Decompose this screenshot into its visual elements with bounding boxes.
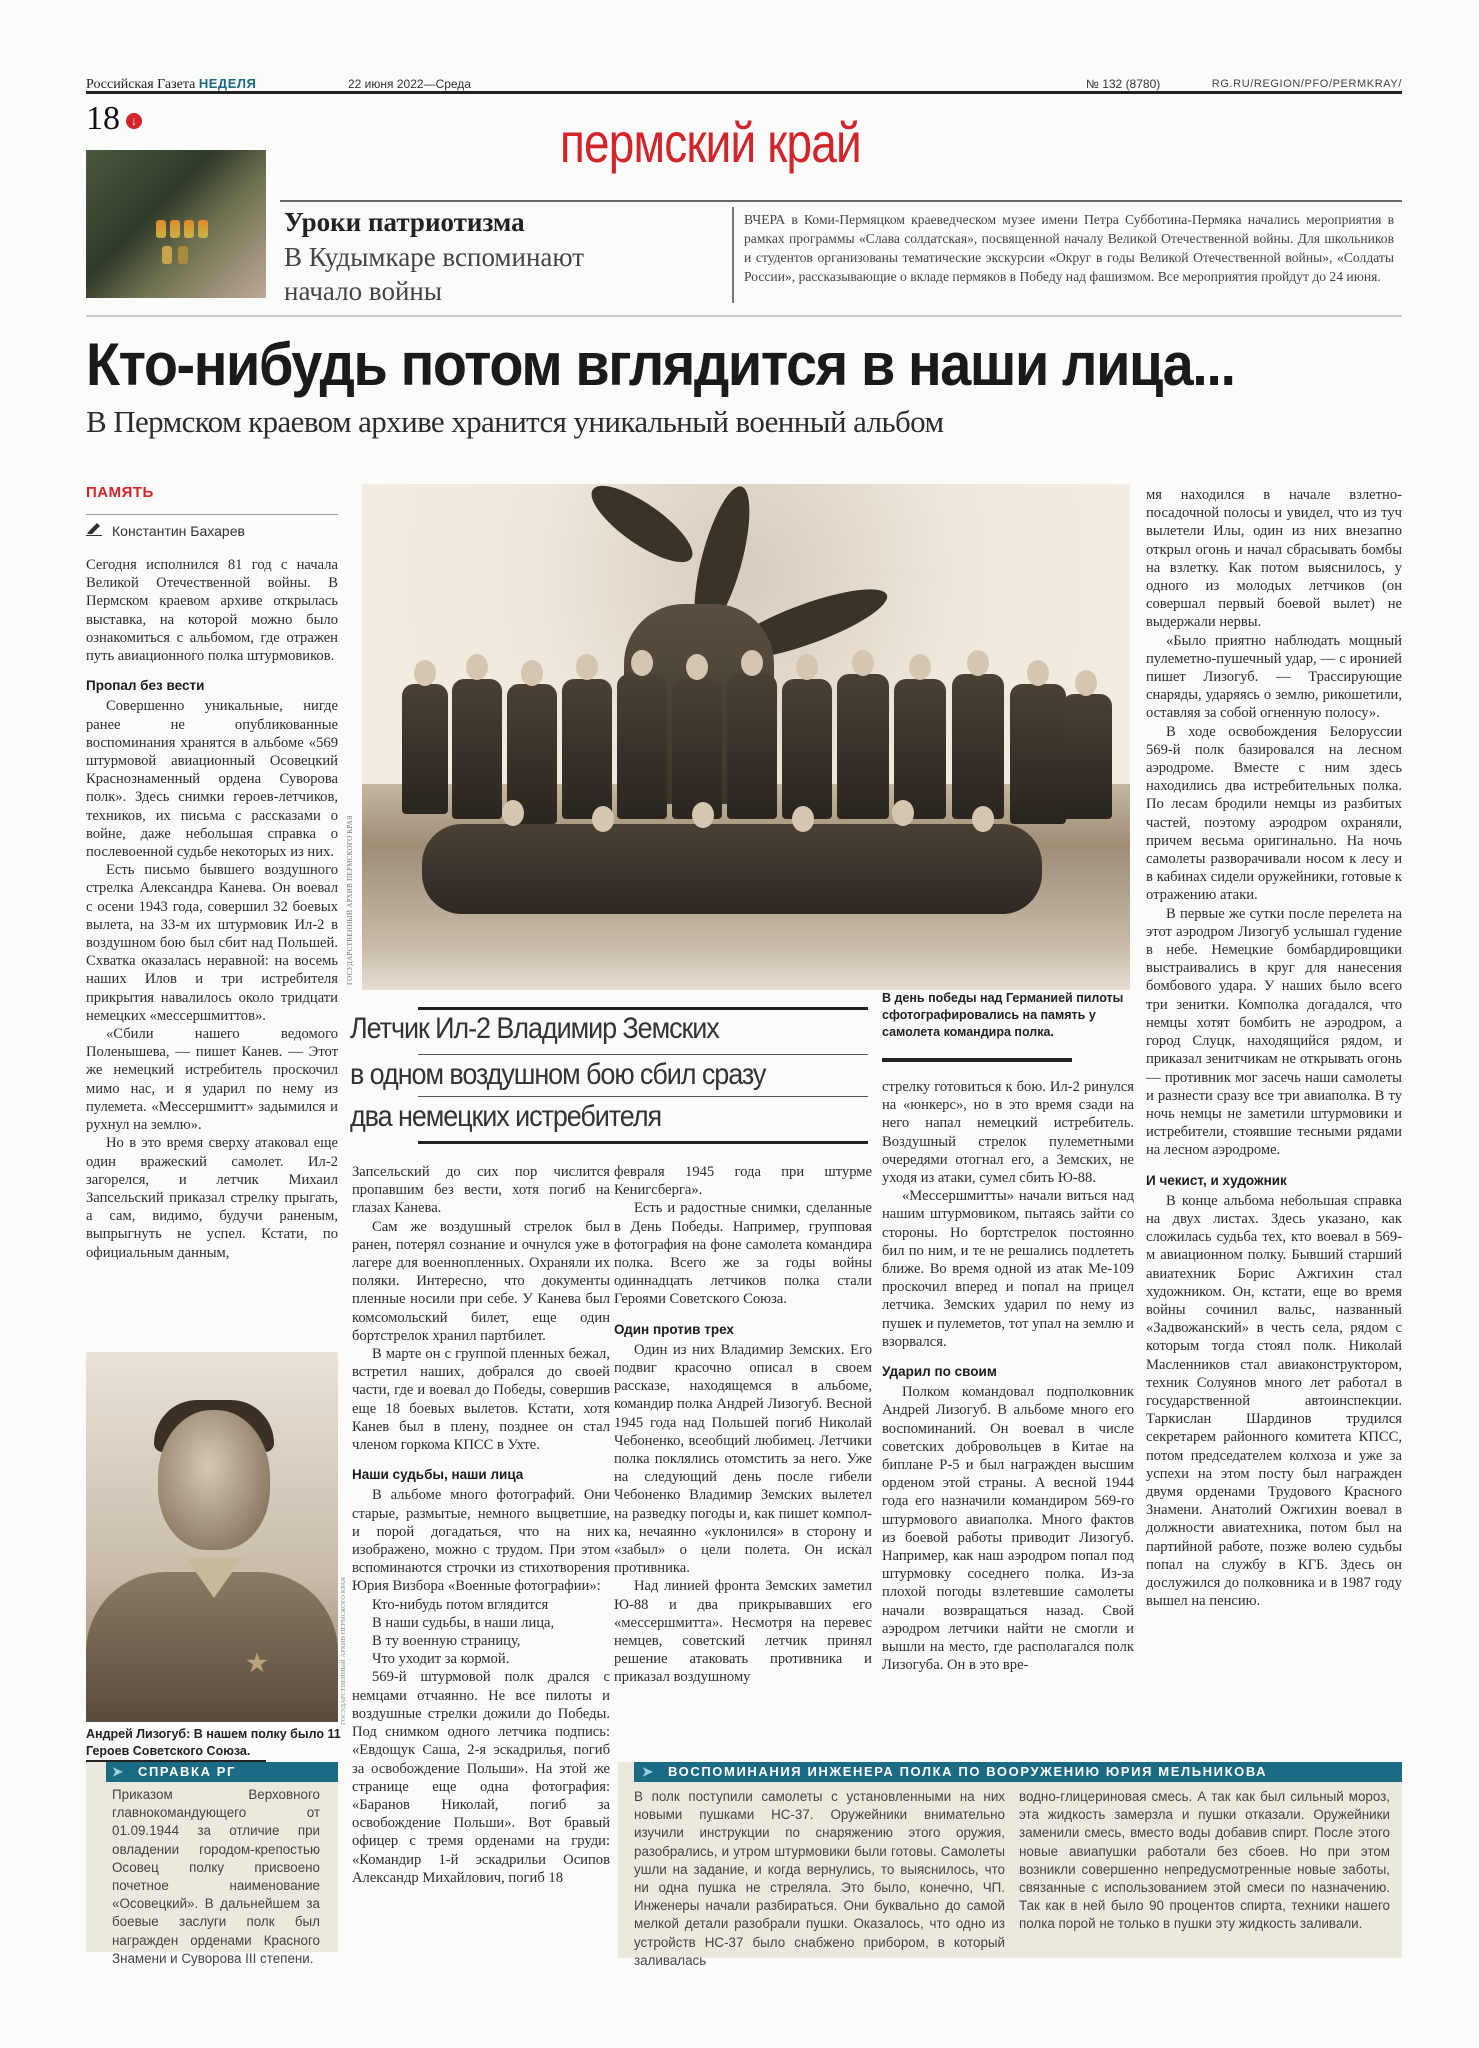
teaser-text: ВЧЕРА в Коми-Пермяцком краеведческом музее имени Петра Субботина-Пермяка начались мероприятия в рамках программы «Слава солдатская», посвященной началу Великой Отечественной войны. Для школьников и студентов организованы тематические экскурсии «Округ в годы Великой Отечественной войны», «Солдаты России», рассказывающие о вкладе пермяков в Победу над фашизмом. Все мероприятия пройдут до 24 июня.	[744, 212, 1394, 284]
pull-quote-line: Летчик Ил-2 Владимир Земских	[350, 1012, 719, 1045]
section-url: RG.RU/REGION/PFO/PERMKRAY/	[1211, 78, 1402, 90]
sidebar-text-col-1: В полк поступили самолеты с установленными на них новыми пушками НС-37. Оружейники внимательно изучили инструкции по снаряжению этого оружия, разобрались, и утром штурмовики были готовы. Самолеты ушли на задание, и когда вернулись, то выяснилось, что ни одна пушка не стреляла. Это было, конечно, ЧП. Инженеры начали разбираться. Они буквально до самой мелкой детали разобрали пушки. Оказалось, что одно из устройств НС-37 было снабжено прибором, в который заливалась	[634, 1789, 1005, 1968]
pen-icon	[86, 522, 104, 539]
paragraph: Но в это время сверху атаковал еще один вражеский самолет. Ил-2 загорелся, и летчик Михаил Запсельский приказал стрелку прыгать, а сам, видимо, будучи раненым, выпрыгнуть не успел. Кстати, по официальным данным,	[86, 1135, 338, 1261]
paragraph: Сам же воздушный стрелок был ранен, потерял сознание и очнулся уже в лагере для военнопленных. Охраняли их поляки. Интересно, что документы пленные носили при себе. У Канева был комсомольский билет, еще один бортстрелок хранил партбилет.	[352, 1218, 610, 1344]
paragraph: Над линией фронта Земских заметил Ю-88 и два прикрывавших его «мессершмитта». Несмотря на перевес немцев, советский летчик принял решение атаковать противника и приказал воздушному	[614, 1578, 872, 1686]
paragraph: В марте он с группой пленных бежал, встретил наших, добрался до своей части, где и воевал до Победы, совершив еще 18 боевых вылетов. Кстати, хотя Канев был в плену, позднее он стал членом горкома КПСС в Ухте.	[352, 1346, 610, 1454]
divider	[418, 1141, 868, 1144]
sidebar-reference-box	[86, 1762, 338, 1966]
lead-paragraph: Сегодня исполнился 81 год с начала Великой Отечественной войны. В Пермском краевом архиве открылась выставка, на которой можно было ознакомиться с альбомом, где отражен путь авиационного полка штурмовиков.	[86, 557, 338, 665]
newspaper-brand: Российская Газета НЕДЕЛЯ	[86, 76, 257, 92]
sidebar-text: Приказом Верховного главнокомандующего от 01.09.1944 за отличие при овладении городом-крепостью Осовец полку присвоено почетное наименование «Осовецкий». В дальнейшем за боевые заслуги полк был награжден орденами Красного Знамени и Суворова III степени.	[112, 1787, 320, 1966]
teaser-title: Уроки патриотизма	[284, 207, 525, 237]
paragraph: 569-й штурмовой полк дрался с немцами отчаянно. Не все пилоты и воздушные стрелки дожили до Победы. Под снимком одного летчика подпись: «Евдощук Саша, 2-я эскадрилья, погиб за освобождение Польши». На этой же странице еще одна фотография: «Баранов Николай, погиб за освобождение Польши». Вот бравый офицер с тремя орденами на груди: «Командир 1-й эскадрильи Осипов Александр Михайлович, погиб 18	[352, 1669, 610, 1886]
sidebar-header: ➤ ВОСПОМИНАНИЯ ИНЖЕНЕРА ПОЛКА ПО ВООРУЖЕНИЮ ЮРИЯ МЕЛЬНИКОВА	[634, 1762, 1402, 1782]
paragraph: Совершенно уникальные, нигде ранее не опубликованные воспоминания хранятся в альбоме «569 штурмовой авиационный Осовецкий Краснознаменный ордена Суворова полк». Здесь снимки героев-летчиков, техников, их письма с рассказами о войне, даже небольшая справка о послевоенной судьбе некоторых из них.	[86, 698, 338, 861]
divider	[418, 1054, 868, 1055]
paragraph: «Мессершмитты» начали виться над нашим штурмовиком, пытаясь зайти со стороны. Но бортстрелок постоянно бил по ним, и те не решались подлететь ближе. Во время одной из атак Ме-109 проскочил вперед и попал на прицел летчика. Земских ударил по нему из пушек и пулеметов, тот упал на землю и взорвался.	[882, 1188, 1134, 1350]
divider	[882, 1058, 1072, 1062]
divider	[280, 200, 1402, 202]
divider	[418, 1096, 868, 1097]
section-heading: Один против трех	[614, 1321, 734, 1337]
section-heading: Наши судьбы, наши лица	[352, 1467, 524, 1483]
section-title: пермский край	[560, 111, 861, 174]
paragraph: мя находился в начале взлетно-посадочной полосы и увидел, что из туч вылетели Илы, один из них внезапно открыл огонь и начал сбрасывать бомбы на взлетку. Как потом выяснилось, у одного из молодых летчиков (он совершал первый боевой вылет) не выдержали нервы.	[1146, 487, 1402, 631]
section-heading: И чекист, и художник	[1146, 1172, 1287, 1188]
pull-quote-line: в одном воздушном бою сбил сразу	[350, 1058, 766, 1091]
photo-caption: Андрей Лизогуб: В нашем полку было 11 Героев Советского Союза.	[86, 1727, 341, 1758]
author-byline: Константин Бахарев	[86, 522, 245, 539]
teaser-subtitle: В Кудымкаре вспоминают начало войны	[284, 242, 585, 306]
issue-date: 22 июня 2022—Среда	[348, 77, 471, 91]
teaser-photo-uniform	[86, 150, 266, 298]
page-number: 18 ↓	[86, 100, 142, 138]
paragraph: Есть письмо бывшего воздушного стрелка Александра Канева. Он воевал с осени 1943 года, совершил 32 боевых вылета, на 33-м их штурмовик Ил-2 в воздушном бою был сбит над Польшей. Схватка оказалась неравной: на восемь наших Илов и три истребителя прикрытия навалилось около тридцати немецких «мессершмиттов».	[86, 862, 338, 1024]
photo-credit: ГОСУДАРСТВЕННЫЙ АРХИВ ПЕРМСКОГО КРАЯ	[346, 814, 354, 985]
section-heading: Пропал без вести	[86, 678, 205, 694]
paragraph: Запсельский до сих пор числится пропавшим без вести, хотя погиб на глазах Канева.	[352, 1164, 610, 1217]
article-column-2	[352, 1163, 610, 1887]
sidebar-memoir-box	[618, 1762, 1402, 1968]
issue-number: № 132 (8780)	[1086, 77, 1161, 91]
sidebar-header: ➤ СПРАВКА РГ	[106, 1762, 338, 1782]
divider	[86, 315, 1402, 317]
arrow-right-icon: ➤	[112, 1764, 123, 1779]
paragraph: стрелку готовиться к бою. Ил-2 ринулся на «юнкерс», но в это время сзади на него напал немецкий истребитель. Воздушный стрелок пулеметными очередями отогнал его, а Земских, не уходя из атаки, сумел сбить Ю-88.	[882, 1079, 1134, 1187]
divider	[418, 1007, 868, 1010]
paragraph: В альбоме много фотографий. Они старые, размытые, немного выцветшие, и порой догадаться, что на них изображено, можно с трудом. При этом вспоминаются строчки из стихотворения Юрия Визбора «Военные фотографии»:	[352, 1487, 610, 1595]
article-column-1	[86, 556, 338, 1262]
divider	[86, 514, 338, 515]
paragraph: Один из них Владимир Земских. Его подвиг красочно описал в своем рассказе, находящемся в альбоме, командир полка Андрей Лизогуб. Весной 1945 года над Польшей погиб Николай Чебоненко, всеобщий любимец. Летчики полка поклялись отомстить за него. Уже на следующий день после гибели Чебоненко Владимир Земских вылетел на разведку погоды и, как пишет комполка, нечаянно «уклонился» в сторону и «забыл» о цели полета. Он искал противника.	[614, 1341, 872, 1577]
paragraph: февраля 1945 года при штурме Кенигсберга».	[614, 1164, 872, 1199]
pull-quote-line: два немецких истребителя	[350, 1100, 662, 1133]
article-column-3	[614, 1163, 872, 1687]
main-photo-pilots	[362, 484, 1130, 990]
article-subheadline: В Пермском краевом архиве хранится уникальный военный альбом	[86, 404, 944, 439]
paragraph: «Было приятно наблюдать мощный пулеметно-пушечный удар, — с иронией пишет Лизогуб. — Трассирующие снаряды, ударяясь о землю, рикошетили, оставляя за собой огненную полосу».	[1146, 632, 1402, 722]
sidebar-text-col-2: водно-глицериновая смесь. А так как был сильный мороз, эта жидкость замерзла и пушки отказали. Оружейники заменили смесь, вместо воды добавив спирт. После этого новые авиапушки работали без сбоев. Но при этом возникли совершенно непредусмотренные новые заботы, связанные с использованием этой смеси по назначению. Так как в ней было 90 процентов спирта, техники нашего полка порой не только в пушки эту жидкость заливали.	[1019, 1789, 1390, 1932]
divider	[732, 207, 734, 303]
paragraph: Полком командовал подполковник Андрей Лизогуб. В альбоме много его воспоминаний. Он воевал в числе советских добровольцев в Китае на биплане Р-5 и был награжден высшим орденом этой страны. А весной 1944 года его назначили командиром 569-го штурмового авиаполка. Много фактов из боевой работы приводит Лизогуб. Например, как наш аэродром попал под штурмовку соседнего полка. Из-за плохой погоды взлетевшие самолеты начали возвращаться назад. Свой аэродром летчики найти не смогли и вышли на место, где располагался полк Лизогуба. Он в это вре-	[882, 1384, 1134, 1674]
arrow-right-icon: ➤	[642, 1764, 653, 1779]
section-heading: Ударил по своим	[882, 1364, 997, 1380]
poem-verse: Кто-нибудь потом вглядится В наши судьбы, в наши лица, В ту военную страницу, Что уходит за кормой.	[372, 1596, 555, 1668]
photo-credit: ГОСУДАРСТВЕННЫЙ АРХИВ ПЕРМСКОГО КРАЯ	[340, 1577, 347, 1725]
article-column-5	[1146, 486, 1402, 1610]
paragraph: В первые же сутки после перелета на этот аэродром Лизогуб услышал гудение в небе. Немецкие бомбардировщики выстраивались в круг для нанесения бомбового удара. У наших было всего три зенитки. Комполка догадался, что немцы хотят бомбить не аэродром, а город Слуцк, находящийся рядом, и приказал зенитчикам не открывать огонь — противник мог засечь наши самолеты и разнести сразу все три авиаполка. В ту ночь немцы не заметили штурмовики и истребители, стоявшие тесными рядами на лесном аэродроме.	[1146, 905, 1402, 1159]
photo-caption: В день победы над Германией пилоты сфотографировались на память у самолета командира полка.	[882, 991, 1124, 1039]
paragraph: «Сбили нашего ведомого Поленышева, — пишет Канев. — Этот же немецкий истребитель проскочил мимо нас, и я ударил по нему из пулемета. «Мессершмитт» задымился и рухнул на землю».	[86, 1026, 338, 1134]
paragraph: В ходе освобождения Белоруссии 569-й полк базировался на лесном аэродроме. Вместе с ним здесь находились два истребительных полка. По лесам бродили немцы из разбитых частей, поэтому аэродром охраняли, причем весьма оригинально. На ночь самолеты разворачивали носом к лесу и в кабинах сидели оружейники, готовые к отражению атаки.	[1146, 723, 1402, 904]
paragraph: В конце альбома небольшая справка на двух листах. Здесь указано, как сложилась судьба тех, кто воевал в 569-м авиационном полку. Бывший старший авиатехник Борис Ажгихин стал художником. Он, кстати, еще во время войны сочинил вальс, названный «Задвожанский» в честь села, рядом с которым тогда стоял полк. Николай Масленников стал авиаконструктором, техник Солуянов много лет работал в государственной автоинспекции. Таркислан Шардинов трудился секретарем районного комитета КПСС, потом председателем колхоза и уже за успехи на этом посту был награжден двумя орденами Трудового Красного Знамени. Анатолий Ожгихин воевал в должности авиатехника, потом был на партийной работе, позже волею судьбы попал на службу в КГБ. Здесь он дослужился до полковника и в 1987 году вышел на пенсию.	[1146, 1192, 1402, 1610]
masthead	[86, 76, 1402, 94]
rubric-label: ПАМЯТЬ	[86, 484, 154, 501]
arrow-down-icon: ↓	[126, 113, 142, 129]
article-column-4	[882, 1078, 1134, 1675]
paragraph: Есть и радостные снимки, сделанные в День Победы. Например, групповая фотография на фоне самолета командира полка. Всего же за годы войны одиннадцать летчиков полка стали Героями Советского Союза.	[614, 1200, 872, 1308]
article-headline: Кто-нибудь потом вглядится в наши лица...	[86, 331, 1235, 398]
portrait-photo-lizogub	[86, 1352, 338, 1722]
